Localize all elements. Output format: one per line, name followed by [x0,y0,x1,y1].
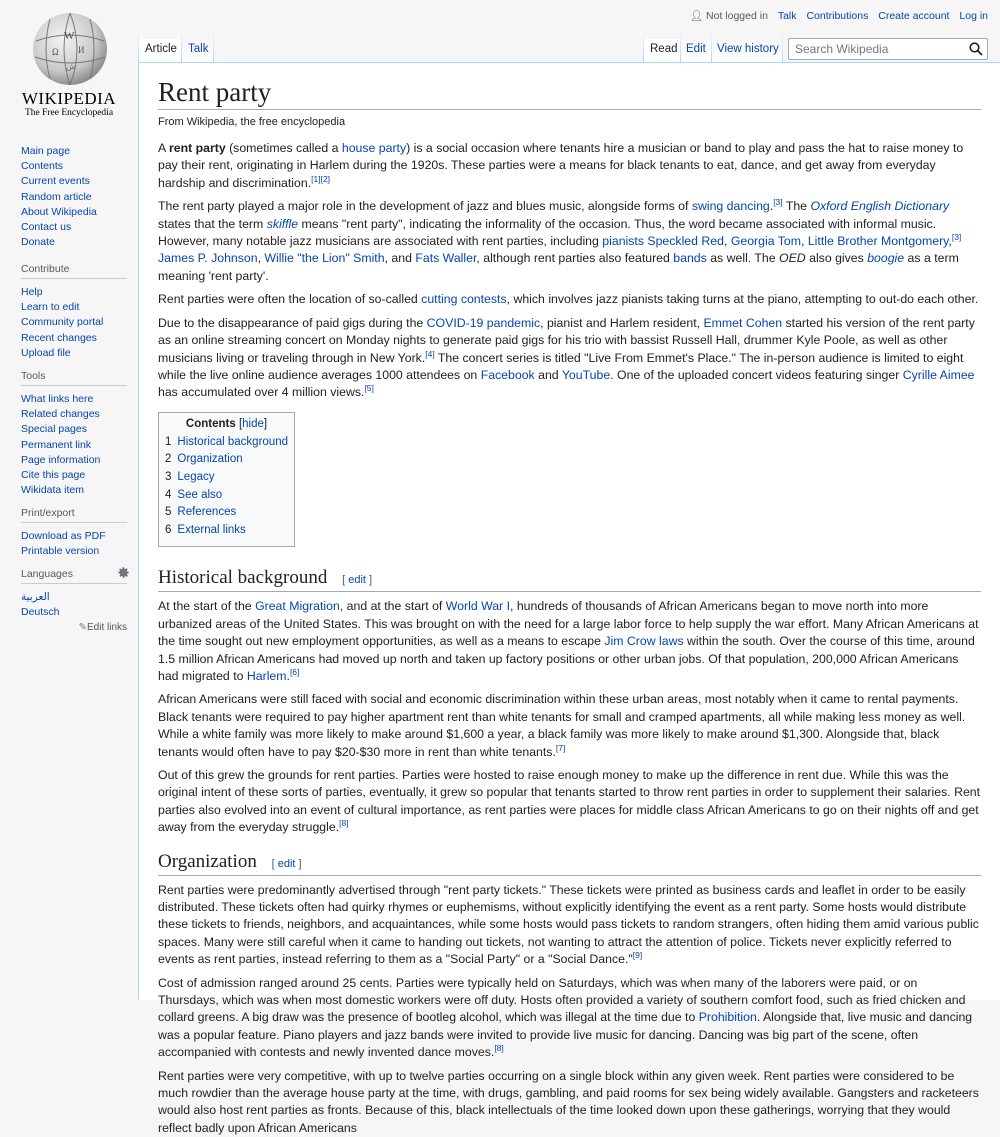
tab-read-label: Read [650,43,678,55]
toc-link-external-links[interactable]: External links [177,523,246,536]
svg-text:W: W [64,30,75,42]
link[interactable]: YouTube [561,367,611,382]
section-edit-link[interactable]: edit [277,857,296,870]
link[interactable]: swing dancing [691,199,770,214]
toc-heading: Contents [185,417,236,430]
tab-edit-label: Edit [686,43,706,55]
wordmark: WIKIPEDIA [21,89,117,108]
citation[interactable]: [9] [632,950,643,961]
section-edit-link[interactable]: edit [348,574,366,587]
paragraph: Rent parties were predominantly advertised through "rent party tickets." These tickets were printed as business cards and leaflet in order to be easily distributed. These tickets often had quirky rhymes or euphemisms, without explicitly identifying the event as a rent party. Some hosts would distribute these tickets to friends, neighbors, and acquaintances, while some hosts would pass tickets to random strangers, often hiding them amid various public spaces. Many were still careful when it came to handing out tickets, not wanting to attract the attention of police. Tickets never explicitly referred to events as rent parties, instead referring to them as a "Social Party" or a "Social Dance."[9] [158,882,979,967]
link[interactable]: James P. Johnson [158,251,258,266]
not-logged-in: Not logged in [706,10,768,22]
tab-talk-label: Talk [188,43,209,55]
svg-text:ش: ش [66,62,76,71]
section-edit: [ edit ] [271,857,302,870]
sidebar-item-donate[interactable]: Donate [21,236,55,249]
toc-item[interactable] [165,522,288,540]
gear-icon[interactable] [117,566,130,579]
sidebar-item-special-pages[interactable]: Special pages [21,423,87,436]
citation[interactable]: [3] [951,231,962,242]
link[interactable]: Emmet Cohen [703,315,783,330]
tagline: The Free Encyclopedia [24,108,114,118]
citation[interactable]: [8] [494,1043,504,1054]
sidebar-item-about[interactable]: About Wikipedia [21,205,97,218]
sidebar-navigation [21,144,127,250]
pencil-icon: ✎ [78,622,87,634]
link[interactable]: Facebook [480,367,535,382]
tab-separator [782,32,783,63]
paragraph: Rent parties were often the location of so-called cutting contests, which involves jazz pianists taking turns at the piano, attempting to out-do each other. [158,292,979,307]
toc-hide-link[interactable]: hide [242,417,264,430]
link[interactable]: Harlem [246,668,287,683]
section-title: Historical background [158,567,328,589]
toc-item[interactable] [165,487,288,505]
languages-heading [21,568,127,584]
section-edit: [ edit ] [342,574,373,587]
talk-link[interactable]: Talk [777,10,797,22]
link[interactable]: house party [341,141,407,156]
citation[interactable]: [7] [555,742,566,753]
link[interactable]: Cyrille Aimee [902,367,975,382]
sidebar-item-current-events[interactable]: Current events [21,175,90,188]
citation[interactable]: [5] [364,383,374,394]
sidebar-item-community-portal[interactable]: Community portal [21,316,104,329]
tools-heading: Tools [21,370,127,386]
toc-number: 6 [165,523,172,536]
sidebar-item-permanent-link[interactable]: Permanent link [21,438,92,451]
sidebar-item-help[interactable]: Help [21,286,43,298]
link[interactable]: Jim Crow laws [604,634,684,649]
link[interactable]: Georgia Tom [730,234,801,249]
section-heading-historical-background [158,567,981,592]
toc-link-historical-background[interactable]: Historical background [177,435,288,448]
personal-tools [683,9,988,22]
sidebar-item-printable-version[interactable]: Printable version [21,545,100,558]
search-placeholder: Search Wikipedia [795,42,889,56]
paragraph: At the start of the Great Migration, and at the start of World War I, hundreds of thousands of African Americans began to move north into more urbanized areas of the United States. This was brought on with the need for a large labor force to help supply the war effort. Many African Americans at the time sought out new employment opportunities, as well as a means to escape Jim Crow laws within the south. Over the course of this time, around 1.5 million African Americans had moved up north and taken up factory positions or other urban jobs. Of that population, 200,000 African Americans had migrated to Harlem.[6] [158,599,979,683]
tab-talk[interactable] [182,39,213,63]
toc-link-organization[interactable]: Organization [177,453,243,466]
toc-link-see-also[interactable]: See also [177,488,223,501]
search-input[interactable] [788,38,988,60]
sidebar-contribute [21,263,127,361]
puzzle-globe-icon [30,11,110,87]
edit-links[interactable] [21,622,127,633]
citation[interactable]: [2] [320,173,331,184]
tab-view-history-label: View history [717,43,779,55]
sidebar-item-contact[interactable]: Contact us [21,221,72,234]
toc-link-references[interactable]: References [177,506,237,519]
link[interactable]: Prohibition [698,1010,757,1025]
link[interactable]: World War I [445,599,510,614]
sidebar-item-upload-file[interactable]: Upload file [21,346,71,359]
sidebar-languages [21,568,127,633]
tab-read[interactable] [644,39,680,63]
sidebar-item-what-links-here[interactable]: What links here [21,393,94,405]
log-in-link[interactable]: Log in [959,10,988,22]
citation[interactable]: [4] [425,348,435,359]
link[interactable]: COVID-19 pandemic [426,315,541,330]
paragraph: The rent party played a major role in the development of jazz and blues music, alongside forms of swing dancing.[3] The Oxford English Dictionary states that the term skiffle means "rent party", indicating the informality of the occasion. Thus, the word became associated with informal music. However, many notable jazz musicians are associated with rent parties, including pianists Speckled Red, Georgia Tom, Little Brother Montgomery,[3] James P. Johnson, Willie "the Lion" Smith, and Fats Waller, although rent parties also featured bands as well. The OED also gives boogie as a term meaning 'rent party'. [158,197,962,283]
toc-item[interactable] [165,451,288,469]
citation[interactable]: [3] [773,197,783,208]
toc-title [165,418,288,430]
sidebar-item-lang-deutsch[interactable]: Deutsch [21,606,60,619]
wikipedia-logo[interactable] [0,0,138,130]
tab-article[interactable] [139,39,181,63]
toc-hide-control: [hide] [238,417,268,430]
paragraph: Out of this grew the grounds for rent parties. Parties were hosted to raise enough money to make up the difference in rent due. While this was the original intent of these sorts of parties, eventually, it grew so popular that tenants started to throw rent parties in order to supplement their salaries. Rent parties also evolved into an event of cultural importance, as rent parties were places for middle class African Americans to go on their nights off and get away from the everyday struggle.[8] [158,767,981,835]
toc-number: 1 [165,435,172,448]
site-subtitle: From Wikipedia, the free encyclopedia [158,116,346,129]
create-account-link[interactable]: Create account [878,10,950,22]
citation[interactable]: [8] [339,818,349,829]
search-icon[interactable] [969,42,983,56]
sidebar-item-cite-this-page[interactable]: Cite this page [21,469,86,482]
sidebar-tools [21,370,127,498]
paragraph: Cost of admission ranged around 25 cents. Parties were typically held on Saturdays, which was when many of the laborers were paid, or on Thursdays, which was when most domestic workers were off duty. Hosts often provided a variety of southern comfort food, such as fried chicken and collard greens. A big draw was the presence of bootleg alcohol, which was illegal at the time due to Prohibition. Alongside that, live music and dancing was a popular feature. Piano players and jazz bands were invited to provide live music for dancing. Dancing was big part of the scene, often accompanied with contests and newly invented dance moves.[8] [158,975,973,1060]
svg-text:Ω: Ω [52,47,59,57]
link[interactable]: boogie [867,251,905,266]
link[interactable]: bands [673,251,707,266]
contributions-link[interactable]: Contributions [806,10,869,22]
contribute-heading: Contribute [21,263,127,279]
paragraph: Due to the disappearance of paid gigs during the COVID-19 pandemic, pianist and Harlem resident, Emmet Cohen started his version of the rent party as an online streaming concert on Monday nights to generate paid gigs for his trio with bassist Russell Hall, drummer Kyle Poole, as well as other musicians living or traveling through in New York.[4] The concert series is titled "Live From Emmet's Place." The in-person audience is limited to eight while the live online audience averages 1000 attendees on Facebook and YouTube. One of the uploaded concert videos featuring singer Cyrille Aimee has accumulated over 4 million views.[5] [158,315,975,400]
paragraph: A rent party (sometimes called a house party) is a social occasion where tenants hire a musician or band to play and pass the hat to raise money to pay their rent, originating in Harlem during the 1920s. These parties were a means for black tenants to eat, dance, and get away from everyday hardship and discrimination.[1][2] [158,141,964,190]
svg-text:И: И [78,45,85,55]
sidebar-item-contents[interactable]: Contents [21,160,64,173]
tab-article-label: Article [145,43,177,55]
sidebar-item-main-page[interactable]: Main page [21,145,71,157]
toc-item[interactable] [165,469,288,487]
sidebar-print-export [21,507,127,559]
link[interactable]: pianists Speckled Red [602,234,724,249]
user-icon: 👤︎ [689,10,704,22]
link[interactable]: Oxford English Dictionary [810,199,950,214]
citation[interactable]: [6] [289,666,300,677]
edit-links-label: Edit links [86,622,127,634]
languages-heading-label: Languages [21,568,73,580]
link[interactable]: skiffle [266,216,299,231]
paragraph: African Americans were still faced with social and economic discrimination within these urban areas, most notably when it came to rental payments. Black tenants were required to pay higher apartment rent than white tenants for small and cramped apartments, all while making less money as well. While a white family was more likely to make around $1,600 a year, a black family was more likely to make around $1,300. Alongside that, black tenants would often have to pay $20-$30 more in rent than white tenants.[7] [158,692,966,759]
tab-edit[interactable] [681,39,711,63]
page-title: Rent party [158,77,981,110]
sidebar-item-random-article[interactable]: Random article [21,190,92,203]
citation[interactable]: [1] [311,173,321,184]
toc-number: 2 [165,453,172,466]
link[interactable]: Great Migration [255,599,340,614]
link[interactable]: Little Brother Montgomery [807,234,949,249]
section-heading-organization [158,851,981,876]
article-content [138,62,1000,1135]
toc-item[interactable] [165,504,288,522]
section-title: Organization [158,850,257,872]
sidebar-item-page-information[interactable]: Page information [21,453,101,466]
sidebar-item-recent-changes[interactable]: Recent changes [21,331,97,344]
table-of-contents [158,412,295,548]
sidebar-item-lang-arabic[interactable]: العربية [21,591,50,603]
toc-number: 5 [165,506,172,519]
link[interactable]: Fats Waller [415,251,477,266]
paragraph: Rent parties were very competitive, with up to twelve parties occurring on a single block within any given week. Rent parties were considered to be much rowdier than the average house party at the time, with drugs, gambling, and paid rooms for sex being widely available. Gangsters and racketeers would also host rent parties as fronts. Because of this, black intellectuals of the time looked down upon these gatherings, worrying that they would reflect badly upon African Americans [158,1068,979,1135]
sidebar-item-wikidata-item[interactable]: Wikidata item [21,484,85,497]
sidebar-item-learn-to-edit[interactable]: Learn to edit [21,301,80,314]
toc-number: 4 [165,488,172,501]
toc-item[interactable] [165,434,288,452]
sidebar-item-related-changes[interactable]: Related changes [21,408,100,421]
print-export-heading: Print/export [21,507,127,523]
toc-number: 3 [165,470,172,483]
toc-link-legacy[interactable]: Legacy [177,470,215,483]
tab-separator [213,32,214,63]
link[interactable]: Willie "the Lion" Smith [264,251,385,266]
tab-view-history[interactable] [712,39,782,63]
link[interactable]: cutting contests [421,292,507,307]
sidebar-item-download-pdf[interactable]: Download as PDF [21,530,106,542]
